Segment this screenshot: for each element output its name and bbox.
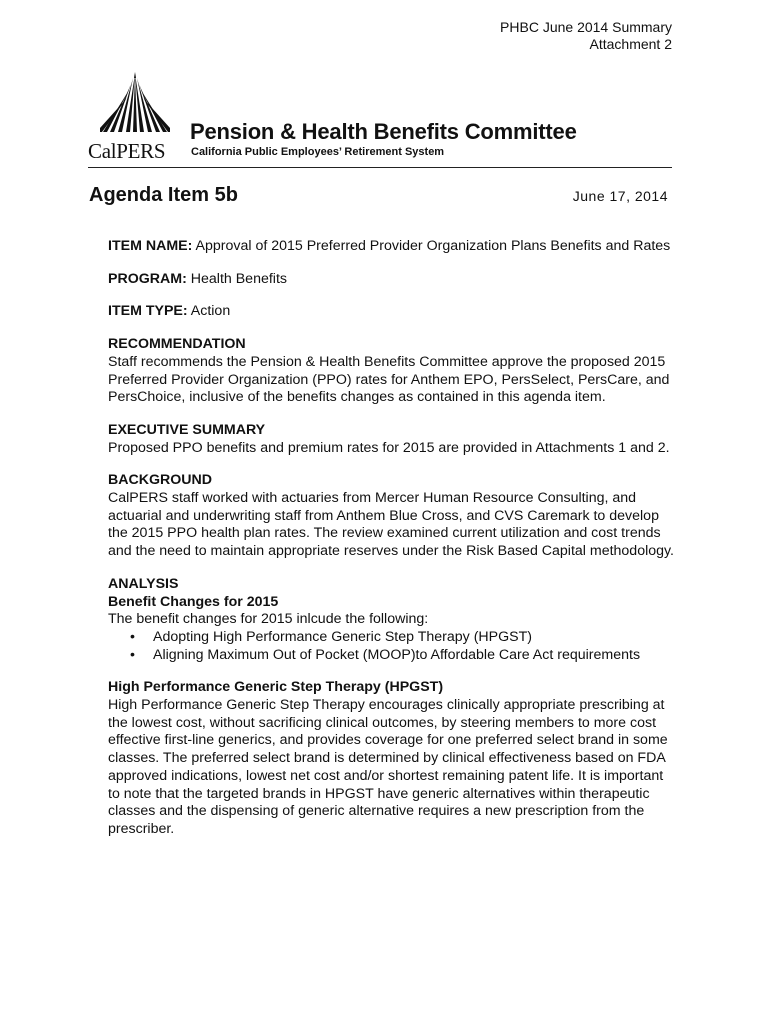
item-type-value: Action (187, 303, 231, 320)
calpers-wordmark: CalPERS (88, 139, 166, 163)
background-text: CalPERS staff worked with actuaries from Mercer Human Resource Consulting, and actuarial and underwriting staff from Anthem Blue Cross, and CVS Caremark to develop the 2015 PPO health plan rates. The review examined current utilization and cost trends and the need to maintain appropriate reserves under the Risk Based Capital methodology. (108, 490, 675, 560)
list-item (108, 647, 678, 665)
item-type-section (108, 303, 678, 321)
recommendation-text: Staff recommends the Pension & Health Benefits Committee approve the proposed 2015 Preferred Provider Organization (PPO) rates for Anthem EPO, PersSelect, PersCare, and PersChoice, inclusive of the benefits changes as contained in this agenda item. (108, 353, 670, 406)
benefit-changes-list (108, 629, 678, 664)
background-heading: BACKGROUND (108, 472, 213, 489)
executive-summary-section (108, 422, 678, 457)
list-item-text: Aligning Maximum Out of Pocket (MOOP)to Affordable Care Act requirements (153, 646, 641, 663)
program-value: Health Benefits (186, 270, 287, 287)
hpgst-text: High Performance Generic Step Therapy encourages clinically appropriate prescribing at the lowest cost, without sacrificing clinical outcomes, by steering members to more cost effective first-line generics, and provides coverage for one preferred select brand in some classes. The preferred select brand is determined by clinical effectiveness based on FDA approved indications, lowest net cost and/or shortest remaining patent life. It is important to note that the targeted brands in HPGST have generic alternatives within therapeutic classes and the dispensing of generic alternative requires a new prescription from the prescriber. (108, 697, 668, 837)
hpgst-heading: High Performance Generic Step Therapy (HPGST) (108, 679, 444, 696)
item-name-value: Approval of 2015 Preferred Provider Organization Plans Benefits and Rates (192, 238, 671, 254)
background-section (108, 472, 678, 561)
header-summary-line: PHBC June 2014 Summary (500, 19, 672, 35)
analysis-section (108, 576, 678, 665)
item-name-section (108, 238, 678, 256)
program-section (108, 271, 678, 289)
list-item (108, 629, 678, 647)
sunburst-logo-icon (100, 72, 170, 138)
page-header-reference (500, 19, 672, 53)
item-type-label: ITEM TYPE: (108, 303, 188, 320)
recommendation-section (108, 336, 678, 407)
header-attachment-line: Attachment 2 (589, 36, 672, 52)
bullet-icon: • (130, 628, 135, 645)
benefit-changes-subheading: Benefit Changes for 2015 (108, 593, 279, 610)
calpers-logo (88, 72, 176, 164)
document-body (108, 238, 678, 854)
committee-title: Pension & Health Benefits Committee (190, 119, 577, 144)
committee-subtitle: California Public Employees’ Retirement System (191, 146, 445, 158)
analysis-heading: ANALYSIS (108, 575, 179, 592)
agenda-date: June 17, 2014 (572, 188, 668, 204)
program-label: PROGRAM: (108, 270, 187, 287)
agenda-item-title: Agenda Item 5b (89, 184, 238, 206)
bullet-icon: • (130, 646, 135, 663)
list-item-text: Adopting High Performance Generic Step Therapy (HPGST) (153, 628, 533, 645)
analysis-intro: The benefit changes for 2015 inlcude the following: (108, 611, 429, 628)
item-name-label: ITEM NAME: (108, 238, 193, 254)
executive-summary-text: Proposed PPO benefits and premium rates for 2015 are provided in Attachments 1 and 2. (108, 439, 670, 456)
executive-summary-heading: EXECUTIVE SUMMARY (108, 421, 266, 438)
header-divider (88, 167, 672, 168)
recommendation-heading: RECOMMENDATION (108, 336, 246, 353)
hpgst-section (108, 679, 678, 838)
